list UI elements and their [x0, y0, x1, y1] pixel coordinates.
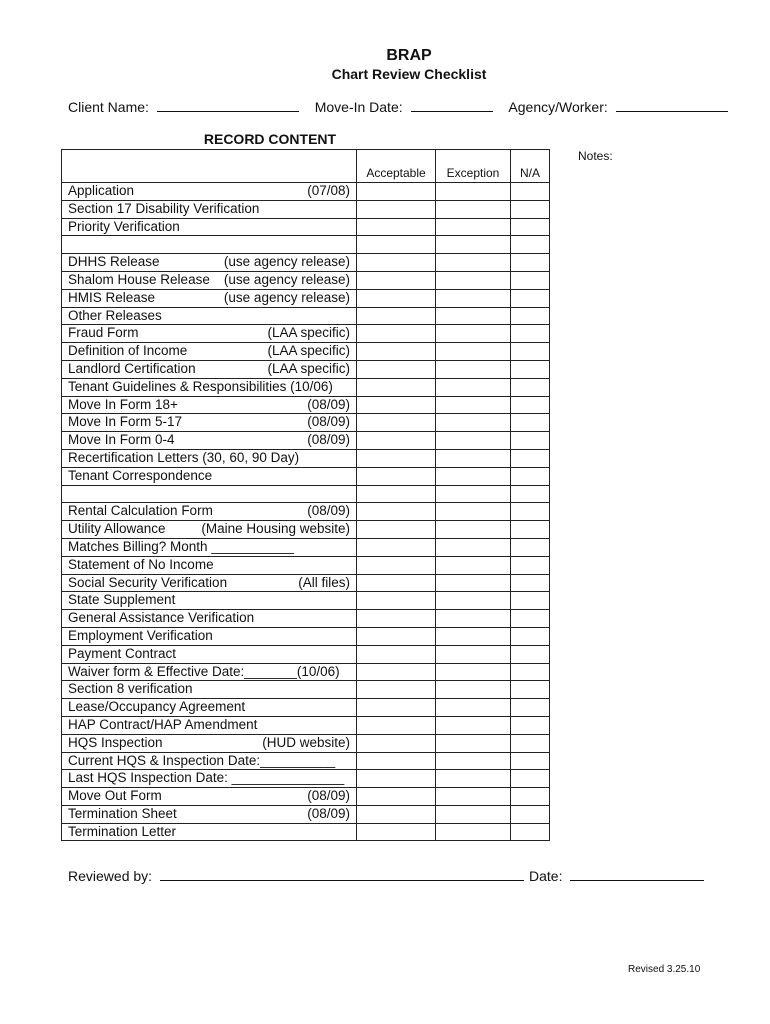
checklist-item [68, 343, 350, 360]
checklist-item-label: Termination Letter [68, 823, 177, 839]
checklist-item-label: Statement of No Income [68, 556, 214, 572]
na-checkbox-cell[interactable] [511, 254, 550, 272]
na-checkbox-cell[interactable] [511, 307, 550, 325]
exception-checkbox-cell[interactable] [436, 770, 511, 788]
checklist-item [68, 450, 350, 467]
acceptable-checkbox-cell[interactable] [357, 574, 436, 592]
checklist-row [62, 521, 550, 539]
checklist-item-cell [62, 396, 357, 414]
checklist-item-cell [62, 432, 357, 450]
na-checkbox-cell[interactable] [511, 681, 550, 699]
checklist-item-note: (08/09) [307, 432, 350, 448]
checklist-item-cell [62, 823, 357, 841]
checklist-item-cell [62, 752, 357, 770]
checklist-row [62, 823, 550, 841]
na-checkbox-cell[interactable] [511, 823, 550, 841]
checklist-item-note: (08/09) [307, 805, 350, 821]
exception-checkbox-cell[interactable] [436, 538, 511, 556]
checklist-row [62, 414, 550, 432]
na-checkbox-cell[interactable] [511, 574, 550, 592]
na-checkbox-cell[interactable] [511, 538, 550, 556]
na-checkbox-cell[interactable] [511, 699, 550, 717]
exception-checkbox-cell[interactable] [436, 218, 511, 236]
item-header-cell [62, 150, 357, 183]
checklist-item-label: State Supplement [68, 592, 176, 608]
exception-checkbox-cell[interactable] [436, 592, 511, 610]
checklist-row [62, 289, 550, 307]
exception-checkbox-cell[interactable] [436, 610, 511, 628]
reviewed-by-field[interactable] [160, 866, 524, 881]
na-checkbox-cell[interactable] [511, 343, 550, 361]
na-checkbox-cell[interactable] [511, 610, 550, 628]
checklist-item-cell [62, 360, 357, 378]
reviewed-by-row [68, 866, 524, 884]
acceptable-checkbox-cell[interactable] [357, 788, 436, 806]
checklist-item [68, 664, 350, 681]
exception-checkbox-cell[interactable] [436, 254, 511, 272]
checklist-item-label: Move In Form 5-17 [68, 414, 183, 430]
checklist-item-label: DHHS Release [68, 254, 160, 270]
na-checkbox-cell[interactable] [511, 414, 550, 432]
checklist-item-label: Rental Calculation Form [68, 503, 213, 519]
checklist-row [62, 574, 550, 592]
checklist-row [62, 681, 550, 699]
acceptable-checkbox-cell[interactable] [357, 716, 436, 734]
exception-checkbox-cell[interactable] [436, 236, 511, 254]
checklist-item-cell [62, 200, 357, 218]
checklist-item-cell [62, 770, 357, 788]
checklist-item [68, 219, 350, 236]
checklist-item-cell [62, 414, 357, 432]
checklist-row [62, 699, 550, 717]
reviewed-by-label: Reviewed by: [68, 868, 153, 884]
checklist-row [62, 610, 550, 628]
checklist-item-label: Fraud Form [68, 325, 139, 341]
exception-checkbox-cell[interactable] [436, 752, 511, 770]
exception-checkbox-cell[interactable] [436, 325, 511, 343]
na-checkbox-cell[interactable] [511, 183, 550, 201]
exception-checkbox-cell[interactable] [436, 360, 511, 378]
agency-worker-field[interactable] [616, 97, 728, 112]
move-in-date-label: Move-In Date: [314, 99, 403, 115]
checklist-item [68, 735, 350, 752]
na-checkbox-cell[interactable] [511, 645, 550, 663]
acceptable-checkbox-cell[interactable] [357, 343, 436, 361]
checklist-row [62, 805, 550, 823]
client-name-label: Client Name: [68, 99, 149, 115]
checklist-item-label: Matches Billing? Month ___________ [68, 538, 294, 554]
exception-checkbox-cell[interactable] [436, 663, 511, 681]
checklist-item-cell [62, 734, 357, 752]
checklist-row [62, 485, 550, 503]
checklist-row [62, 254, 550, 272]
checklist-item-label: Waiver form & Effective Date:_______(10/06) [68, 663, 340, 679]
checklist-row [62, 432, 550, 450]
na-checkbox-cell[interactable] [511, 805, 550, 823]
checklist-row [62, 467, 550, 485]
acceptable-checkbox-cell[interactable] [357, 503, 436, 521]
acceptable-checkbox-cell[interactable] [357, 183, 436, 201]
na-checkbox-cell[interactable] [511, 556, 550, 574]
checklist-item-cell [62, 788, 357, 806]
na-checkbox-cell[interactable] [511, 200, 550, 218]
exception-checkbox-cell[interactable] [436, 396, 511, 414]
na-checkbox-cell[interactable] [511, 218, 550, 236]
acceptable-checkbox-cell[interactable] [357, 396, 436, 414]
acceptable-checkbox-cell[interactable] [357, 289, 436, 307]
checklist-item [68, 557, 350, 574]
checklist-item [68, 681, 350, 698]
na-checkbox-cell[interactable] [511, 752, 550, 770]
checklist-row [62, 236, 550, 254]
exception-checkbox-cell[interactable] [436, 485, 511, 503]
checklist-item-label: Last HQS Inspection Date: _______________ [68, 770, 345, 786]
exception-checkbox-cell[interactable] [436, 699, 511, 717]
checklist-item [68, 788, 350, 805]
checklist-item [68, 290, 350, 307]
acceptable-checkbox-cell[interactable] [357, 236, 436, 254]
checklist-item-cell [62, 343, 357, 361]
checklist-item-cell [62, 183, 357, 201]
checklist-item-cell [62, 485, 357, 503]
na-checkbox-cell[interactable] [511, 788, 550, 806]
checklist-item-cell [62, 610, 357, 628]
na-checkbox-cell[interactable] [511, 663, 550, 681]
checklist-row [62, 788, 550, 806]
acceptable-checkbox-cell[interactable] [357, 325, 436, 343]
acceptable-checkbox-cell[interactable] [357, 200, 436, 218]
na-checkbox-cell[interactable] [511, 360, 550, 378]
checklist-item-label: Recertification Letters (30, 60, 90 Day) [68, 449, 300, 465]
checklist-item [68, 592, 350, 609]
checklist-item-label: Definition of Income [68, 343, 188, 359]
checklist-item [68, 646, 350, 663]
review-date-label: Date: [529, 868, 563, 884]
checklist-item-cell [62, 627, 357, 645]
checklist-item-cell [62, 271, 357, 289]
checklist-item-label: Section 17 Disability Verification [68, 200, 260, 216]
checklist-item [68, 308, 350, 325]
na-checkbox-cell[interactable] [511, 325, 550, 343]
acceptable-checkbox-cell[interactable] [357, 218, 436, 236]
client-name-field[interactable] [157, 97, 299, 112]
checklist-row [62, 325, 550, 343]
checklist-item-cell [62, 378, 357, 396]
checklist-item-cell [62, 521, 357, 539]
acceptable-checkbox-cell[interactable] [357, 538, 436, 556]
checklist-item [68, 503, 350, 520]
checklist-item-cell [62, 805, 357, 823]
checklist-item-label: Other Releases [68, 307, 162, 323]
checklist-item-label: Shalom House Release [68, 271, 210, 287]
exception-checkbox-cell[interactable] [436, 788, 511, 806]
na-checkbox-cell[interactable] [511, 467, 550, 485]
exception-checkbox-cell[interactable] [436, 271, 511, 289]
acceptable-checkbox-cell[interactable] [357, 663, 436, 681]
checklist-item-cell [62, 467, 357, 485]
checklist-item-cell [62, 538, 357, 556]
checklist-item-cell [62, 592, 357, 610]
na-checkbox-cell[interactable] [511, 734, 550, 752]
acceptable-checkbox-cell[interactable] [357, 699, 436, 717]
move-in-date-field[interactable] [411, 97, 493, 112]
exception-checkbox-cell[interactable] [436, 289, 511, 307]
checklist-item [68, 272, 350, 289]
acceptable-checkbox-cell[interactable] [357, 485, 436, 503]
checklist-item-label: Landlord Certification [68, 360, 196, 376]
checklist-item [68, 432, 350, 449]
acceptable-checkbox-cell[interactable] [357, 645, 436, 663]
na-checkbox-cell[interactable] [511, 770, 550, 788]
checklist-item-cell [62, 663, 357, 681]
checklist-item-cell [62, 236, 357, 254]
checklist-row [62, 734, 550, 752]
checklist-item-note: (use agency release) [223, 271, 350, 287]
na-checkbox-cell[interactable] [511, 521, 550, 539]
checklist-item-cell [62, 699, 357, 717]
checklist-item-cell [62, 556, 357, 574]
checklist-item-label: Termination Sheet [68, 805, 177, 821]
checklist-item-cell [62, 254, 357, 272]
checklist-item-note: (LAA specific) [267, 360, 350, 376]
checklist-item-label: Application [68, 183, 135, 198]
checklist-item-cell [62, 218, 357, 236]
checklist-item-note: (08/09) [307, 788, 350, 804]
exception-checkbox-cell[interactable] [436, 200, 511, 218]
checklist-item-label: Employment Verification [68, 627, 213, 643]
checklist-item [68, 414, 350, 431]
acceptable-checkbox-cell[interactable] [357, 681, 436, 699]
na-checkbox-cell[interactable] [511, 378, 550, 396]
acceptable-checkbox-cell[interactable] [357, 770, 436, 788]
checklist-item-cell [62, 716, 357, 734]
checklist-item [68, 325, 350, 342]
review-date-row [529, 866, 704, 884]
acceptable-checkbox-cell[interactable] [357, 271, 436, 289]
acceptable-checkbox-cell[interactable] [357, 254, 436, 272]
exception-checkbox-cell[interactable] [436, 521, 511, 539]
checklist-item-cell [62, 503, 357, 521]
column-header-acceptable: Acceptable [357, 150, 436, 183]
exception-checkbox-cell[interactable] [436, 467, 511, 485]
checklist-item-cell [62, 325, 357, 343]
exception-checkbox-cell[interactable] [436, 574, 511, 592]
exception-checkbox-cell[interactable] [436, 627, 511, 645]
checklist-row [62, 663, 550, 681]
na-checkbox-cell[interactable] [511, 485, 550, 503]
checklist-item-label: Section 8 verification [68, 681, 193, 697]
document-title: BRAP [386, 47, 432, 64]
exception-checkbox-cell[interactable] [436, 805, 511, 823]
column-header-exception: Exception [436, 150, 511, 183]
checklist-item-label: Tenant Guidelines & Responsibilities (10/06) [68, 378, 333, 394]
client-info-row [68, 97, 728, 115]
na-checkbox-cell[interactable] [511, 592, 550, 610]
checklist-item [68, 254, 350, 271]
acceptable-checkbox-cell[interactable] [357, 805, 436, 823]
checklist-item-label: Priority Verification [68, 218, 180, 234]
checklist-item [68, 717, 350, 734]
record-content-title: RECORD CONTENT [203, 131, 337, 147]
checklist-item-cell [62, 645, 357, 663]
checklist-item [68, 468, 350, 485]
checklist-item-label: HQS Inspection [68, 734, 163, 750]
acceptable-checkbox-cell[interactable] [357, 752, 436, 770]
na-checkbox-cell[interactable] [511, 236, 550, 254]
acceptable-checkbox-cell[interactable] [357, 467, 436, 485]
acceptable-checkbox-cell[interactable] [357, 307, 436, 325]
acceptable-checkbox-cell[interactable] [357, 360, 436, 378]
checklist-item-note: (08/09) [307, 414, 350, 430]
checklist-item [68, 770, 350, 787]
checklist-row [62, 503, 550, 521]
checklist-row [62, 396, 550, 414]
column-header-na: N/A [511, 150, 550, 183]
exception-checkbox-cell[interactable] [436, 716, 511, 734]
checklist-item-note: (LAA specific) [267, 343, 350, 359]
agency-worker-label: Agency/Worker: [508, 99, 608, 115]
checklist-item [68, 753, 350, 770]
exception-checkbox-cell[interactable] [436, 503, 511, 521]
checklist-table [61, 149, 550, 841]
checklist-item-note: (use agency release) [223, 289, 350, 305]
checklist-row [62, 645, 550, 663]
checklist-item-label: Utility Allowance [68, 521, 166, 537]
checklist-item [68, 628, 350, 645]
checklist-item-label: Move In Form 18+ [68, 396, 178, 412]
exception-checkbox-cell[interactable] [436, 307, 511, 325]
checklist-item-label: Payment Contract [68, 645, 177, 661]
exception-checkbox-cell[interactable] [436, 183, 511, 201]
checklist-row [62, 716, 550, 734]
checklist-item-note: (LAA specific) [267, 325, 350, 341]
acceptable-checkbox-cell[interactable] [357, 432, 436, 450]
na-checkbox-cell[interactable] [511, 432, 550, 450]
checklist-item-note: (Maine Housing website) [201, 521, 350, 537]
checklist-item-label: HMIS Release [68, 289, 156, 305]
exception-checkbox-cell[interactable] [436, 432, 511, 450]
checklist-item-cell [62, 681, 357, 699]
exception-checkbox-cell[interactable] [436, 414, 511, 432]
na-checkbox-cell[interactable] [511, 449, 550, 467]
checklist-item [68, 379, 350, 396]
checklist-row [62, 592, 550, 610]
acceptable-checkbox-cell[interactable] [357, 556, 436, 574]
table-header-row [62, 150, 550, 183]
checklist-item-note: (08/09) [307, 396, 350, 412]
checklist-item-label: Tenant Correspondence [68, 467, 213, 483]
checklist-item [68, 824, 350, 841]
na-checkbox-cell[interactable] [511, 396, 550, 414]
exception-checkbox-cell[interactable] [436, 823, 511, 841]
checklist-row [62, 360, 550, 378]
checklist-item [68, 539, 350, 556]
checklist-item [68, 397, 350, 414]
checklist-item [68, 699, 350, 716]
exception-checkbox-cell[interactable] [436, 343, 511, 361]
checklist-item-label: Social Security Verification [68, 574, 228, 590]
checklist-item-note: (07/08) [307, 183, 350, 198]
checklist-item-cell [62, 574, 357, 592]
exception-checkbox-cell[interactable] [436, 449, 511, 467]
checklist-item-label: Move In Form 0-4 [68, 432, 175, 448]
na-checkbox-cell[interactable] [511, 503, 550, 521]
revision-note: Revised 3.25.10 [628, 964, 701, 975]
checklist-item [68, 361, 350, 378]
acceptable-checkbox-cell[interactable] [357, 521, 436, 539]
na-checkbox-cell[interactable] [511, 271, 550, 289]
acceptable-checkbox-cell[interactable] [357, 610, 436, 628]
checklist-item-note: (08/09) [307, 503, 350, 519]
exception-checkbox-cell[interactable] [436, 645, 511, 663]
checklist-row [62, 271, 550, 289]
checklist-item-cell [62, 307, 357, 325]
checklist-item [68, 610, 350, 627]
acceptable-checkbox-cell[interactable] [357, 627, 436, 645]
checklist-item [68, 201, 350, 218]
acceptable-checkbox-cell[interactable] [357, 823, 436, 841]
checklist-row [62, 343, 550, 361]
checklist-item-label: Move Out Form [68, 788, 162, 804]
checklist-item [68, 806, 350, 823]
checklist-item [68, 521, 350, 538]
checklist-row [62, 770, 550, 788]
acceptable-checkbox-cell[interactable] [357, 449, 436, 467]
na-checkbox-cell[interactable] [511, 716, 550, 734]
review-date-field[interactable] [570, 866, 704, 881]
acceptable-checkbox-cell[interactable] [357, 414, 436, 432]
checklist-row [62, 218, 550, 236]
checklist-item-label: General Assistance Verification [68, 610, 255, 626]
exception-checkbox-cell[interactable] [436, 681, 511, 699]
na-checkbox-cell[interactable] [511, 627, 550, 645]
acceptable-checkbox-cell[interactable] [357, 378, 436, 396]
checklist-item-note: (All files) [298, 574, 350, 590]
checklist-item [68, 575, 350, 592]
checklist-item-note: (use agency release) [223, 254, 350, 270]
exception-checkbox-cell[interactable] [436, 378, 511, 396]
checklist-item-note: (HUD website) [262, 734, 350, 750]
checklist-item [68, 183, 350, 200]
checklist-row [62, 378, 550, 396]
exception-checkbox-cell[interactable] [436, 556, 511, 574]
checklist-item-label: Lease/Occupancy Agreement [68, 699, 246, 715]
checklist-row [62, 556, 550, 574]
checklist-row [62, 449, 550, 467]
checklist-item-cell [62, 449, 357, 467]
acceptable-checkbox-cell[interactable] [357, 734, 436, 752]
checklist-row [62, 538, 550, 556]
checklist-item-label: Current HQS & Inspection Date:__________ [68, 752, 336, 768]
checklist-item-label: HAP Contract/HAP Amendment [68, 716, 258, 732]
checklist-row [62, 200, 550, 218]
checklist-row [62, 752, 550, 770]
acceptable-checkbox-cell[interactable] [357, 592, 436, 610]
document-subtitle: Chart Review Checklist [331, 66, 487, 82]
checklist-row [62, 307, 550, 325]
notes-label: Notes: [578, 149, 613, 163]
checklist-row [62, 627, 550, 645]
checklist-row [62, 183, 550, 201]
na-checkbox-cell[interactable] [511, 289, 550, 307]
exception-checkbox-cell[interactable] [436, 734, 511, 752]
checklist-item-cell [62, 289, 357, 307]
